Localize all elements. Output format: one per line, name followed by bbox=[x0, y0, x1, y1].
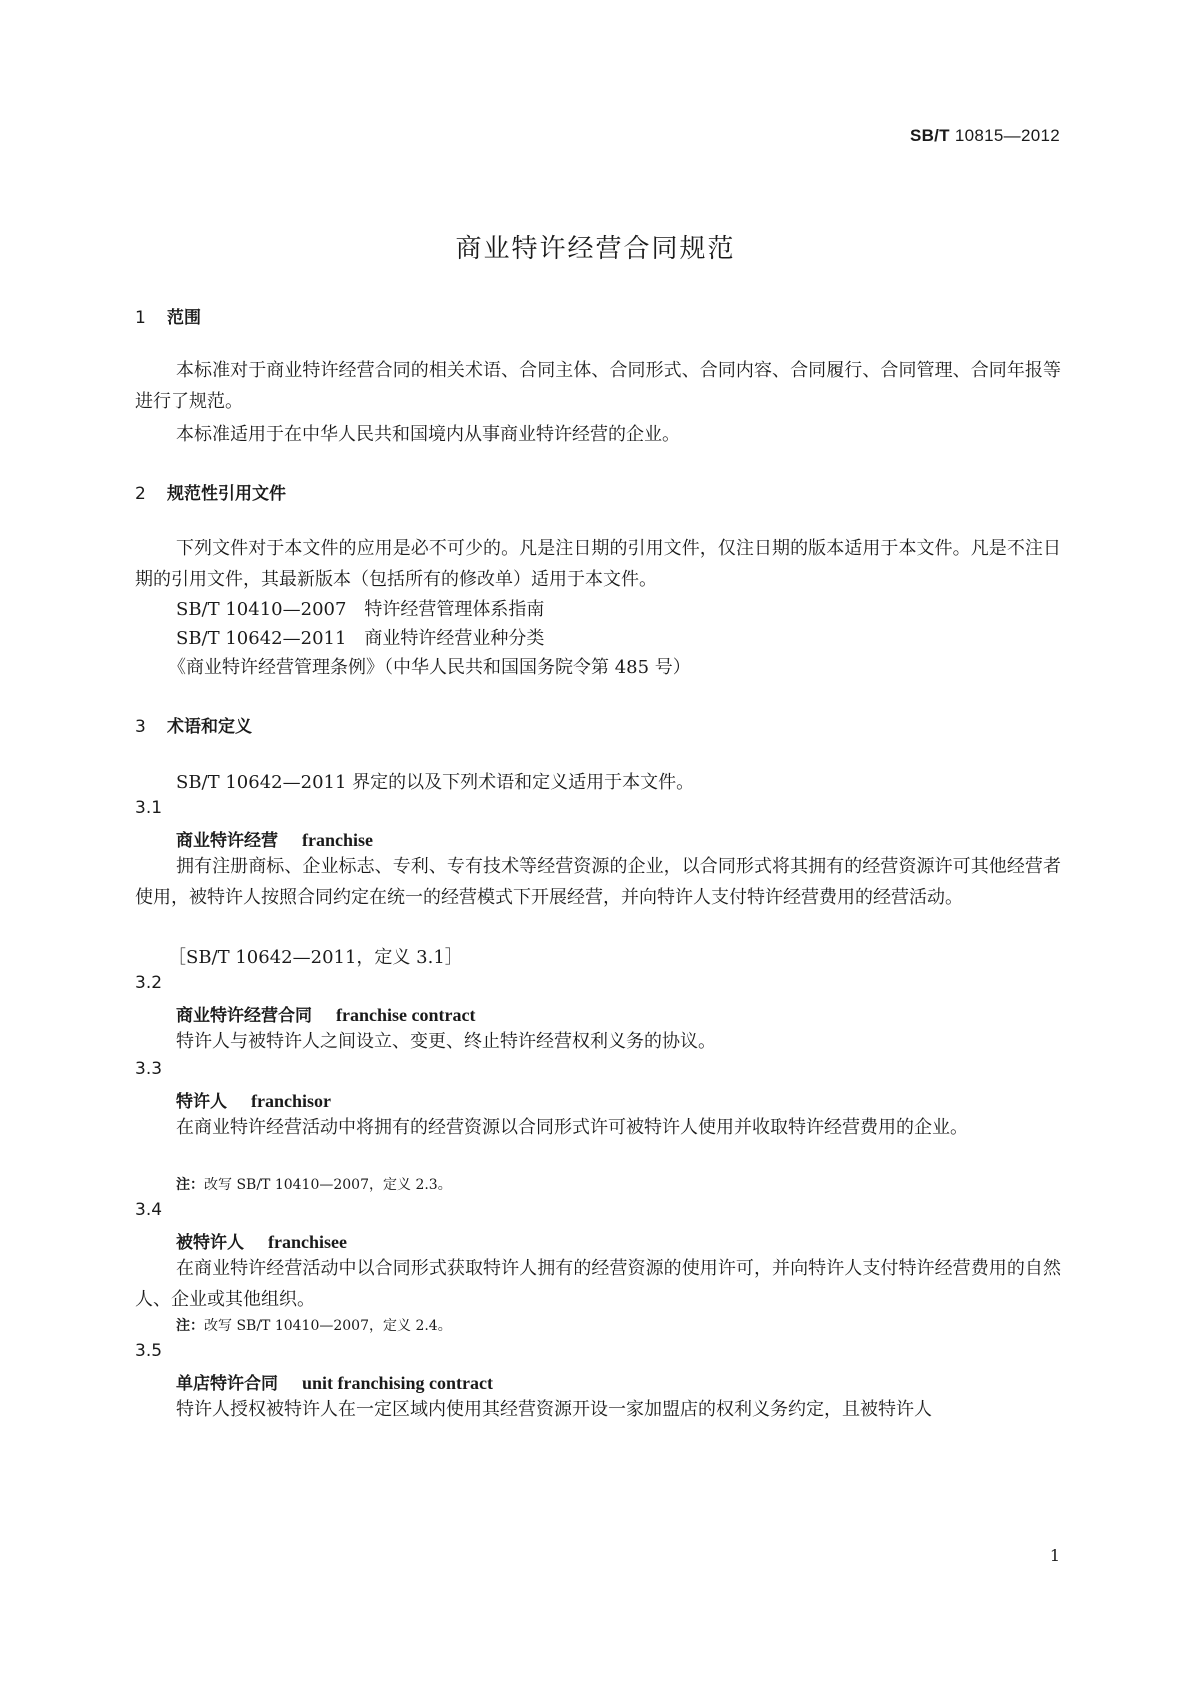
term-number: 3.3 bbox=[135, 1059, 163, 1079]
page-number: 1 bbox=[1049, 1546, 1060, 1565]
term-source-reference: ［SB/T 10642—2011，定义 3.1］ bbox=[168, 947, 463, 968]
term-heading: 单店特许合同 unit franchising contract bbox=[176, 1373, 493, 1394]
page-title: 商业特许经营合同规范 bbox=[455, 234, 736, 264]
term-number: 3.1 bbox=[135, 798, 163, 818]
term-number: 3.4 bbox=[135, 1200, 163, 1220]
term-definition: 在商业特许经营活动中以合同形式获取特许人拥有的经营资源的使用许可，并向特许人支付特许经营费用的自然人、企业或其他组织。 bbox=[135, 1258, 1061, 1310]
term-number: 3.5 bbox=[135, 1341, 163, 1361]
term-heading: 商业特许经营合同 franchise contract bbox=[176, 1005, 476, 1026]
references-intro: 下列文件对于本文件的应用是必不可少的。凡是注日期的引用文件，仅注日期的版本适用于本文件。凡是不注日期的引用文件，其最新版本（包括所有的修改单）适用于本文件。 bbox=[135, 538, 1061, 590]
term-heading: 被特许人 franchisee bbox=[176, 1232, 347, 1253]
term-note: 注：改写 SB/T 10410—2007，定义 2.4。 bbox=[176, 1318, 452, 1334]
reference-item: 《商业特许经营管理条例》（中华人民共和国国务院令第 485 号） bbox=[168, 657, 691, 678]
term-heading: 商业特许经营 franchise bbox=[176, 830, 373, 851]
terms-intro: SB/T 10642—2011 界定的以及下列术语和定义适用于本文件。 bbox=[176, 772, 695, 793]
term-note: 注：改写 SB/T 10410—2007，定义 2.3。 bbox=[176, 1177, 452, 1193]
reference-item: SB/T 10642—2011 商业特许经营业种分类 bbox=[176, 628, 545, 649]
reference-item: SB/T 10410—2007 特许经营管理体系指南 bbox=[176, 599, 545, 620]
scope-paragraph-1: 本标准对于商业特许经营合同的相关术语、合同主体、合同形式、合同内容、合同履行、合同管理、合同年报等进行了规范。 bbox=[135, 360, 1061, 412]
term-definition: 在商业特许经营活动中将拥有的经营资源以合同形式许可被特许人使用并收取特许经营费用的企业。 bbox=[176, 1117, 968, 1138]
section-heading-scope: 1 范围 bbox=[135, 308, 201, 328]
section-heading-references: 2 规范性引用文件 bbox=[135, 484, 286, 504]
term-definition: 拥有注册商标、企业标志、专利、专有技术等经营资源的企业，以合同形式将其拥有的经营资源许可其他经营者使用，被特许人按照合同约定在统一的经营模式下开展经营，并向特许人支付特许经营费用的经营活动。 bbox=[135, 856, 1061, 908]
standard-number: 10815—2012 bbox=[954, 126, 1060, 145]
term-heading: 特许人 franchisor bbox=[176, 1091, 331, 1112]
standard-prefix: SB/T bbox=[909, 126, 950, 145]
standard-code bbox=[910, 126, 1060, 146]
term-number: 3.2 bbox=[135, 973, 163, 993]
section-heading-terms: 3 术语和定义 bbox=[135, 717, 252, 737]
scope-paragraph-2: 本标准适用于在中华人民共和国境内从事商业特许经营的企业。 bbox=[176, 424, 680, 445]
term-definition: 特许人授权被特许人在一定区域内使用其经营资源开设一家加盟店的权利义务约定，且被特许人 bbox=[176, 1399, 932, 1420]
term-definition: 特许人与被特许人之间设立、变更、终止特许经营权利义务的协议。 bbox=[176, 1031, 716, 1052]
